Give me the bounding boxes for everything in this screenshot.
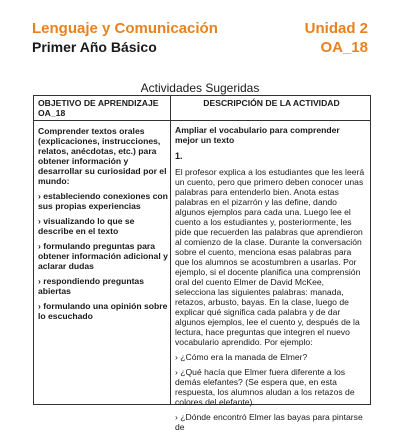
activity-body <box>175 125 365 437</box>
objective-header: OBJETIVO DE APRENDIZAJE OA_18 <box>38 98 159 118</box>
objective-item: › estableciendo conexiones con sus propias experiencias <box>38 191 168 211</box>
table-header-row <box>34 96 370 121</box>
description-header: DESCRIPCIÓN DE LA ACTIVIDAD <box>203 98 340 108</box>
activity-question: › ¿Cómo era la manada de Elmer? <box>175 352 308 362</box>
objective-item: › respondiendo preguntas abiertas <box>38 276 144 296</box>
unit-label: Unidad 2 <box>304 20 368 37</box>
grade-level: Primer Año Básico <box>32 39 157 55</box>
activity-question: › ¿Dónde encontró Elmer las bayas para pintarse de <box>175 412 363 432</box>
page-header <box>32 20 368 60</box>
objective-item: › formulando una opinión sobre lo escuchado <box>38 301 168 321</box>
objective-code: OA_18 <box>320 39 368 56</box>
objective-intro: Comprender textos orales (explicaciones, instrucciones, relatos, anécdotas, etc.) para obtener información y desarrollar su curiosidad por el mundo: <box>38 126 167 186</box>
objective-item: › formulando preguntas para obtener información adicional y aclarar dudas <box>38 241 168 271</box>
subject-title: Lenguaje y Comunicación <box>32 20 218 37</box>
objective-item: › visualizando lo que se describe en el texto <box>38 216 135 236</box>
activity-number: 1. <box>175 151 183 161</box>
section-title: Actividades Sugeridas <box>140 81 260 95</box>
activity-question: › ¿Qué hacía que Elmer fuera diferente a los demás elefantes? (Se espera que, en esta respuesta, los alumnos aludan a los retazos de colores del elefante). <box>175 367 355 407</box>
activity-title: Ampliar el vocabulario para comprender mejor un texto <box>175 125 340 145</box>
objective-body <box>38 126 168 326</box>
activity-paragraph: El profesor explica a los estudiantes que les leerá un cuento, pero que primero deben conocer unas palabras para entenderlo bien. Anota estas palabras en el pizarrón y las define, dando algunos ejemplos para cada una. Luego lee el cuento a los estudiantes y, posteriormente, les pide que recuerden las palabras que aprendieron al comienzo de la clase. Durante la conversación sobre el cuento, menciona esas palabras para que los alumnos se acostumbren a usarlas. Por ejemplo, si el docente planifica una comprensión oral del cuento Elmer de David McKee, selecciona las siguientes palabras: manada, retazos, arbusto, bayas. En la clase, luego de explicar qué significa cada palabra y de dar algunos ejemplos, lee el cuento y, después de la lectura, hace preguntas que integren el nuevo vocabulario aprendido. Por ejemplo: <box>175 167 365 347</box>
